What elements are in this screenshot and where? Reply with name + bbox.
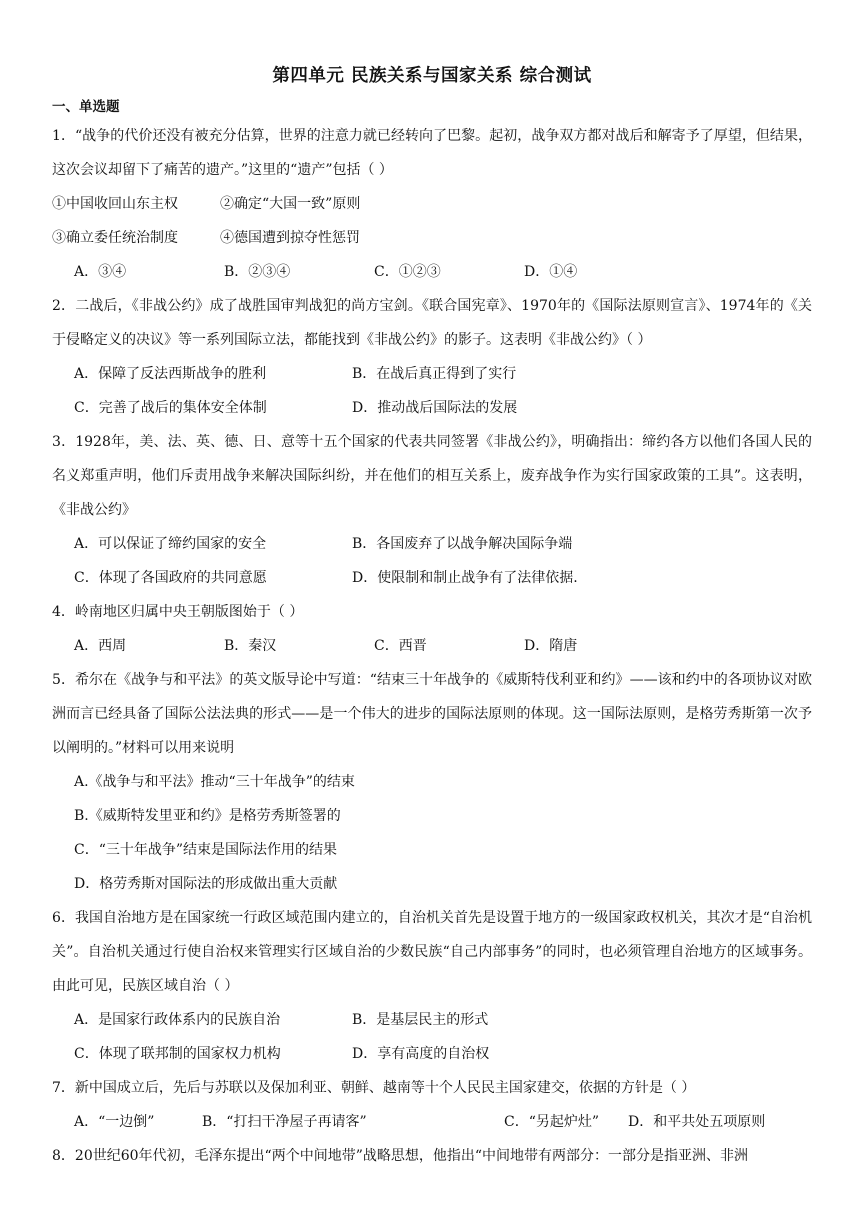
- sub-statement: ④德国遭到掠夺性惩罚: [220, 230, 360, 246]
- question-stem: 3．1928年，美、法、英、德、日、意等十五个国家的代表共同签署《非战公约》，明确指出：缔约各方以他们各国人民的名义郑重声明，他们斥责用战争来解决国际纠纷，并在他们的相互关系上，废弃战争作为实行国家政策的工具”。这表明，《非战公约》: [52, 434, 812, 518]
- question-stem: 1．“战争的代价还没有被充分估算，世界的注意力就已经转向了巴黎。起初，战争双方都对战后和解寄予了厚望，但结果，这次会议却留下了痛苦的遗产。”这里的“遗产”包括（ ）: [52, 128, 812, 178]
- option-a[interactable]: A．保障了反法西斯战争的胜利: [74, 366, 267, 382]
- question-5: [52, 663, 812, 901]
- option-b[interactable]: B.《威斯特发里亚和约》是格劳秀斯签署的: [74, 808, 341, 824]
- option-a[interactable]: A．可以保证了缔约国家的安全: [74, 536, 267, 552]
- question-4: [52, 595, 812, 663]
- option-d[interactable]: D．使限制和制止战争有了法律依据.: [352, 570, 578, 586]
- option-d[interactable]: D．①④: [524, 264, 578, 280]
- answer-options: [52, 1037, 812, 1071]
- option-a[interactable]: A．“一边倒”: [74, 1114, 155, 1130]
- option-a[interactable]: A．是国家行政体系内的民族自治: [74, 1012, 281, 1028]
- option-b[interactable]: B．各国废弃了以战争解决国际争端: [352, 536, 573, 552]
- sub-statements-row: [52, 221, 812, 255]
- option-b[interactable]: B．②③④: [224, 264, 291, 280]
- option-a[interactable]: A．③④: [74, 264, 127, 280]
- question-stem: 4．岭南地区归属中央王朝版图始于（ ）: [52, 604, 304, 620]
- section-heading: 一、单选题: [52, 99, 120, 115]
- option-a[interactable]: A．西周: [74, 638, 127, 654]
- question-1: [52, 119, 812, 289]
- page-title: 第四单元 民族关系与国家关系 综合测试: [272, 66, 592, 86]
- option-b[interactable]: B．“打扫干净屋子再请客”: [202, 1114, 367, 1130]
- option-c[interactable]: C．①②③: [374, 264, 441, 280]
- option-c[interactable]: C．完善了战后的集体安全体制: [74, 400, 267, 416]
- answer-options: [52, 1105, 812, 1139]
- answer-options: [52, 561, 812, 595]
- question-stem: 2．二战后，《非战公约》成了战胜国审判战犯的尚方宝剑。《联合国宪章》、1970年的《国际法原则宣言》、1974年的《关于侵略定义的决议》等一系列国际立法，都能找到《非战公约》的影子。这表明《非战公约》（ ）: [52, 298, 812, 348]
- answer-options: [52, 527, 812, 561]
- option-c[interactable]: C．“三十年战争”结束是国际法作用的结果: [74, 842, 338, 858]
- question-8: [52, 1139, 812, 1173]
- option-c[interactable]: C．体现了各国政府的共同意愿: [74, 570, 267, 586]
- answer-options: [52, 765, 812, 901]
- answer-options: [52, 629, 812, 663]
- question-stem: 6．我国自治地方是在国家统一行政区域范围内建立的，自治机关首先是设置于地方的一级国家政权机关，其次才是“自治机关”。自治机关通过行使自治权来管理实行区域自治的少数民族“自己内部事务”的同时，也必须管理自治地方的区域事务。由此可见，民族区域自治（ ）: [52, 910, 812, 994]
- option-b[interactable]: B．是基层民主的形式: [352, 1012, 489, 1028]
- option-d[interactable]: D．享有高度的自治权: [352, 1046, 490, 1062]
- answer-options: [52, 255, 812, 289]
- option-c[interactable]: C．“另起炉灶”: [504, 1114, 600, 1130]
- question-2: [52, 289, 812, 425]
- question-6: [52, 901, 812, 1071]
- answer-options: [52, 1003, 812, 1037]
- option-c[interactable]: C．体现了联邦制的国家权力机构: [74, 1046, 281, 1062]
- option-b[interactable]: B．在战后真正得到了实行: [352, 366, 517, 382]
- sub-statement: ②确定“大国一致”原则: [220, 196, 361, 212]
- option-a[interactable]: A.《战争与和平法》推动“三十年战争”的结束: [74, 774, 355, 790]
- option-b[interactable]: B．秦汉: [224, 638, 277, 654]
- question-3: [52, 425, 812, 595]
- answer-options: [52, 357, 812, 391]
- sub-statement: ③确立委任统治制度: [52, 230, 178, 246]
- answer-options: [52, 391, 812, 425]
- option-d[interactable]: D．格劳秀斯对国际法的形成做出重大贡献: [74, 876, 338, 892]
- question-7: [52, 1071, 812, 1139]
- question-stem: 8．20世纪60年代初，毛泽东提出“两个中间地带”战略思想，他指出“中间地带有两部分：一部分是指亚洲、非洲: [52, 1148, 749, 1164]
- question-stem: 5．希尔在《战争与和平法》的英文版导论中写道：“结束三十年战争的《威斯特伐利亚和约》——该和约中的各项协议对欧洲而言已经具备了国际公法法典的形式——是一个伟大的进步的国际法原则的体现。这一国际法原则，是格劳秀斯第一次予以阐明的。”材料可以用来说明: [52, 672, 812, 756]
- sub-statements-row: [52, 187, 812, 221]
- option-c[interactable]: C．西晋: [374, 638, 427, 654]
- option-d[interactable]: D．推动战后国际法的发展: [352, 400, 518, 416]
- question-stem: 7．新中国成立后，先后与苏联以及保加利亚、朝鲜、越南等十个人民民主国家建交，依据的方针是（ ）: [52, 1080, 696, 1096]
- option-d[interactable]: D．和平共处五项原则: [628, 1114, 766, 1130]
- sub-statement: ①中国收回山东主权: [52, 196, 178, 212]
- option-d[interactable]: D．隋唐: [524, 638, 578, 654]
- exam-page: [52, 62, 812, 1173]
